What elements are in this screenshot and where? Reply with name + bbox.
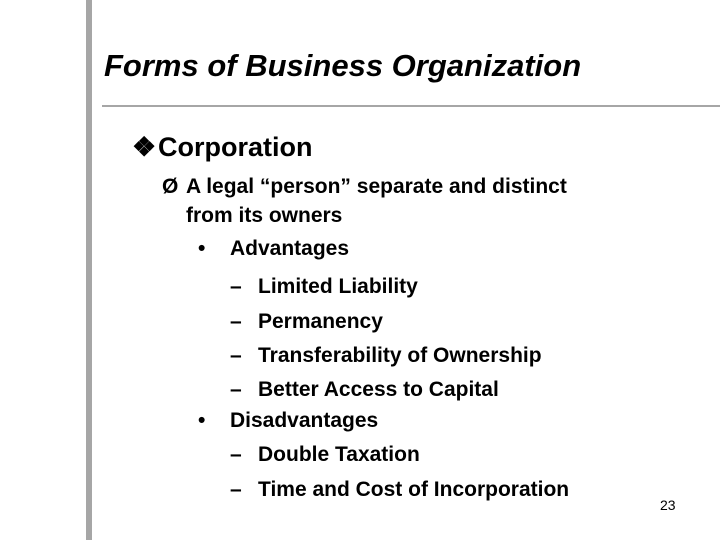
- left-border: [86, 0, 92, 540]
- dash-bullet: –: [230, 378, 242, 401]
- advantage-capital-access: [230, 378, 499, 402]
- disadvantage-incorporation-cost: [230, 478, 569, 502]
- arrow-bullet-icon: Ø: [162, 175, 179, 198]
- bullet-corporation: [132, 132, 313, 163]
- advantage-text: Limited Liability: [258, 275, 418, 298]
- disadvantages-item: [198, 409, 378, 433]
- dot-bullet-icon: •: [198, 237, 206, 260]
- advantages-heading: Advantages: [230, 237, 350, 260]
- slide-title: Forms of Business Organization: [104, 48, 582, 83]
- bullet-legal-person: [162, 172, 567, 230]
- advantage-text: Better Access to Capital: [258, 378, 499, 401]
- legal-person-line1: A legal “person” separate and distinct: [186, 175, 567, 198]
- advantage-text: Permanency: [258, 310, 383, 333]
- dash-bullet: –: [230, 310, 242, 333]
- advantage-transferability: [230, 344, 542, 368]
- dash-bullet: –: [230, 443, 242, 466]
- disadvantage-text: Double Taxation: [258, 443, 420, 466]
- dot-bullet-icon: •: [198, 409, 206, 432]
- disadvantage-text: Time and Cost of Incorporation: [258, 478, 570, 501]
- dash-bullet: –: [230, 275, 242, 298]
- advantage-permanency: [230, 310, 383, 334]
- dash-bullet: –: [230, 344, 242, 367]
- diamond-bullet-icon: ❖: [132, 132, 157, 162]
- dash-bullet: –: [230, 478, 242, 501]
- page-number: 23: [660, 497, 676, 513]
- advantage-text: Transferability of Ownership: [258, 344, 542, 367]
- advantage-limited-liability: [230, 275, 418, 299]
- advantages-item: [198, 237, 349, 261]
- title-divider: [102, 105, 720, 107]
- corporation-label: Corporation: [158, 132, 313, 162]
- disadvantages-heading: Disadvantages: [230, 409, 379, 432]
- legal-person-line2: from its owners: [186, 204, 343, 227]
- disadvantage-double-taxation: [230, 443, 420, 467]
